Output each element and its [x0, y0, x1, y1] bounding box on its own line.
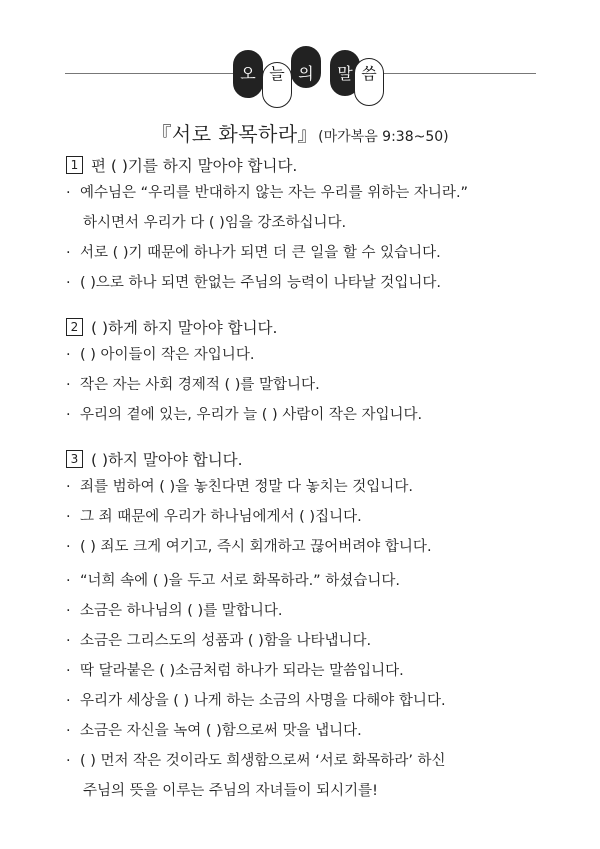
title-main: 『서로 화목하라』	[151, 122, 319, 146]
list-item: · 소금은 하나님의 ( )를 말합니다.	[66, 596, 446, 626]
header-char-5: 씀	[361, 64, 377, 83]
header-char-1: 오	[240, 64, 256, 83]
section-heading-text: ( )하게 하지 말아야 합니다.	[91, 319, 278, 337]
list-item: · 딱 달라붙은 ( )소금처럼 하나가 되라는 말씀입니다.	[66, 656, 446, 686]
title-reference: (마가복음 9:38~50)	[318, 129, 449, 145]
list-item: · 우리의 곁에 있는, 우리가 늘 ( ) 사람이 작은 자입니다.	[66, 400, 422, 430]
list-item: · 서로 ( )기 때문에 하나가 되면 더 큰 일을 할 수 있습니다.	[66, 238, 468, 268]
closing-section	[66, 566, 446, 806]
divider-left	[65, 73, 240, 74]
divider-right	[376, 73, 536, 74]
list-item: · “너희 속에 ( )을 두고 서로 화목하라.” 하셨습니다.	[66, 566, 446, 596]
section-3	[66, 446, 432, 562]
list-item-continuation: 주님의 뜻을 이루는 주님의 자녀들이 되시기를!	[83, 783, 378, 799]
section-heading	[66, 314, 422, 340]
list-item: · ( )으로 하나 되면 한없는 주님의 능력이 나타날 것입니다.	[66, 268, 468, 298]
list-item: · ( ) 먼저 작은 것이라도 희생함으로써 ‘서로 화목하라’ 하신	[66, 746, 446, 776]
section-2	[66, 314, 422, 430]
list-item: · 작은 자는 사회 경제적 ( )를 말합니다.	[66, 370, 422, 400]
list-item: · 죄를 범하여 ( )을 놓친다면 정말 다 놓치는 것입니다.	[66, 472, 432, 502]
list-item: · 그 죄 때문에 우리가 하나님에게서 ( )집니다.	[66, 502, 432, 532]
sermon-title	[0, 118, 600, 147]
header-char-2: 늘	[269, 64, 285, 83]
header-char-3: 의	[298, 64, 314, 83]
section-number: 2	[66, 318, 83, 336]
section-heading-text: ( )하지 말아야 합니다.	[91, 451, 243, 469]
list-item: · ( ) 죄도 크게 여기고, 즉시 회개하고 끊어버려야 합니다.	[66, 532, 432, 562]
section-heading-text: 편 ( )기를 하지 말아야 합니다.	[91, 157, 298, 175]
section-number: 3	[66, 450, 83, 468]
list-item: · 소금은 자신을 녹여 ( )함으로써 맛을 냅니다.	[66, 716, 446, 746]
list-item: · 우리가 세상을 ( ) 나게 하는 소금의 사명을 다해야 합니다.	[66, 686, 446, 716]
list-item-continuation: 하시면서 우리가 다 ( )임을 강조하십니다.	[83, 215, 347, 231]
section-1	[66, 152, 468, 298]
header-banner	[0, 40, 600, 110]
header-char-4: 말	[337, 64, 353, 83]
section-heading	[66, 446, 432, 472]
section-heading	[66, 152, 468, 178]
list-item: · ( ) 아이들이 작은 자입니다.	[66, 340, 422, 370]
list-item: · 예수님은 “우리를 반대하지 않는 자는 우리를 위하는 자니라.”	[66, 178, 468, 208]
list-item: · 소금은 그리스도의 성품과 ( )함을 나타냅니다.	[66, 626, 446, 656]
section-number: 1	[66, 156, 83, 174]
